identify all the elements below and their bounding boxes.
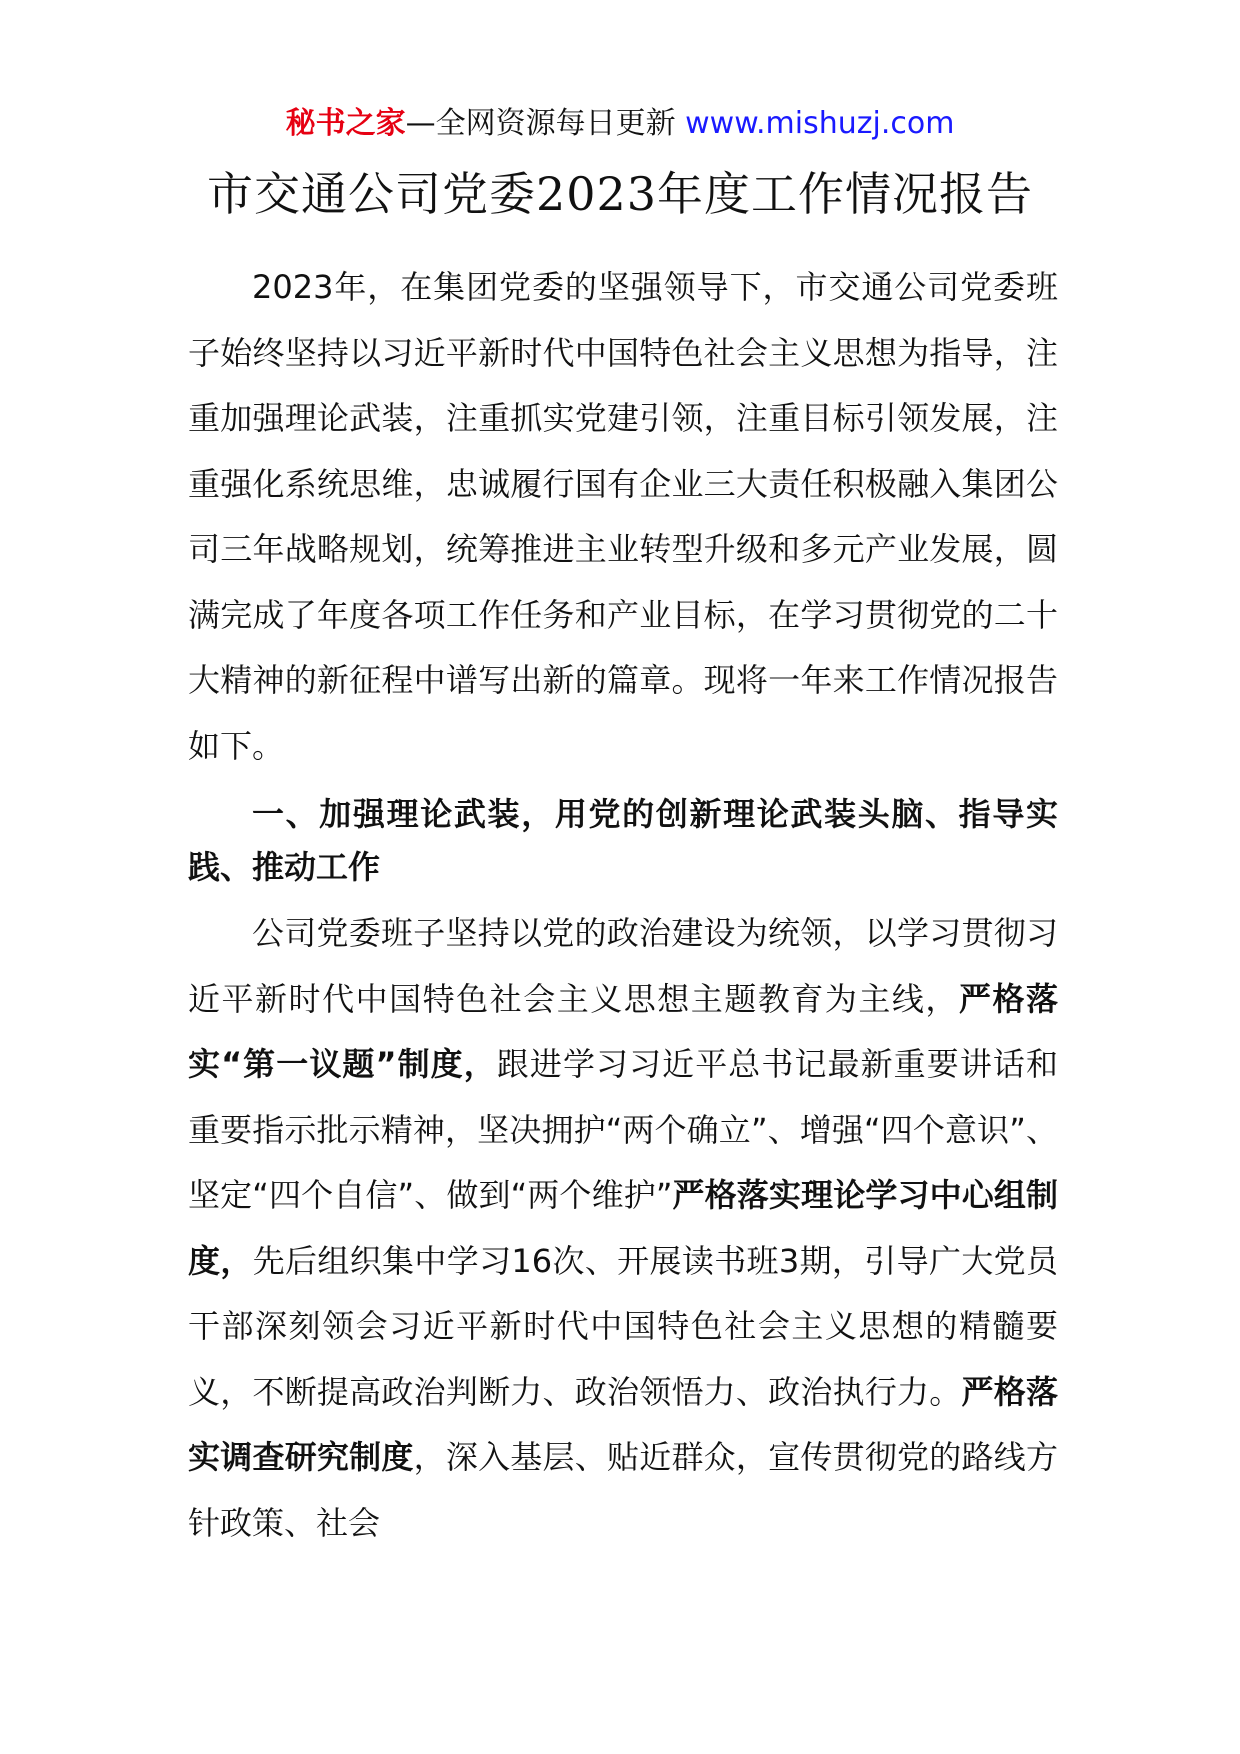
header-tagline: —全网资源每日更新 [405,106,686,141]
brand-name: 秘书之家 [285,106,406,141]
site-url-link[interactable]: www.mishuzj.com [685,106,955,141]
text-run: ，深入基层、贴近群众，宣传贯彻党的路线方针政策、社会 [188,1438,1058,1542]
section-heading-1: 一、加强理论武装，用党的创新理论武装头脑、指导实践、推动工作 [188,795,1058,886]
bold-text-run: 严格落实理论学习中心组制度， [188,1176,1058,1280]
document-title: 市交通公司党委2023年度工作情况报告 [206,167,1034,221]
intro-paragraph: 2023年，在集团党委的坚强领导下，市交通公司党委班子始终坚持以习近平新时代中国特色社会主义思想为指导，注重加强理论武装，注重抓实党建引领，注重目标引领发展，注重强化系统思维，忠诚履行国有企业三大责任积极融入集团公司三年战略规划，统筹推进主业转型升级和多元产业发展，圆满完成了年度各项工作任务和产业目标，在学习贯彻党的二十大精神的新征程中谱写出新的篇章。现将一年来工作情况报告如下。 [188,268,1058,765]
site-header [0,100,1240,148]
bold-text-run: 严格落实“第一议题”制度， [188,979,1058,1083]
bold-text-run: 严格落实调查研究制度 [188,1372,1058,1476]
text-run: 先后组织集中学习16次、开展读书班3期，引导广大党员干部深刻领会习近平新时代中国特色社会主义思想的精髓要义，不断提高政治判断力、政治领悟力、政治执行力。 [188,1241,1058,1411]
document-body [188,255,1058,1556]
section-1-paragraph [188,901,1058,1556]
text-run: 跟进学习习近平总书记最新重要讲话和重要指示批示精神，坚决拥护“两个确立”、增强“四个意识”、坚定“四个自信”、做到“两个维护” [188,1045,1058,1214]
text-run: 公司党委班子坚持以党的政治建设为统领，以学习贯彻习近平新时代中国特色社会主义思想主题教育为主线， [188,914,1058,1018]
